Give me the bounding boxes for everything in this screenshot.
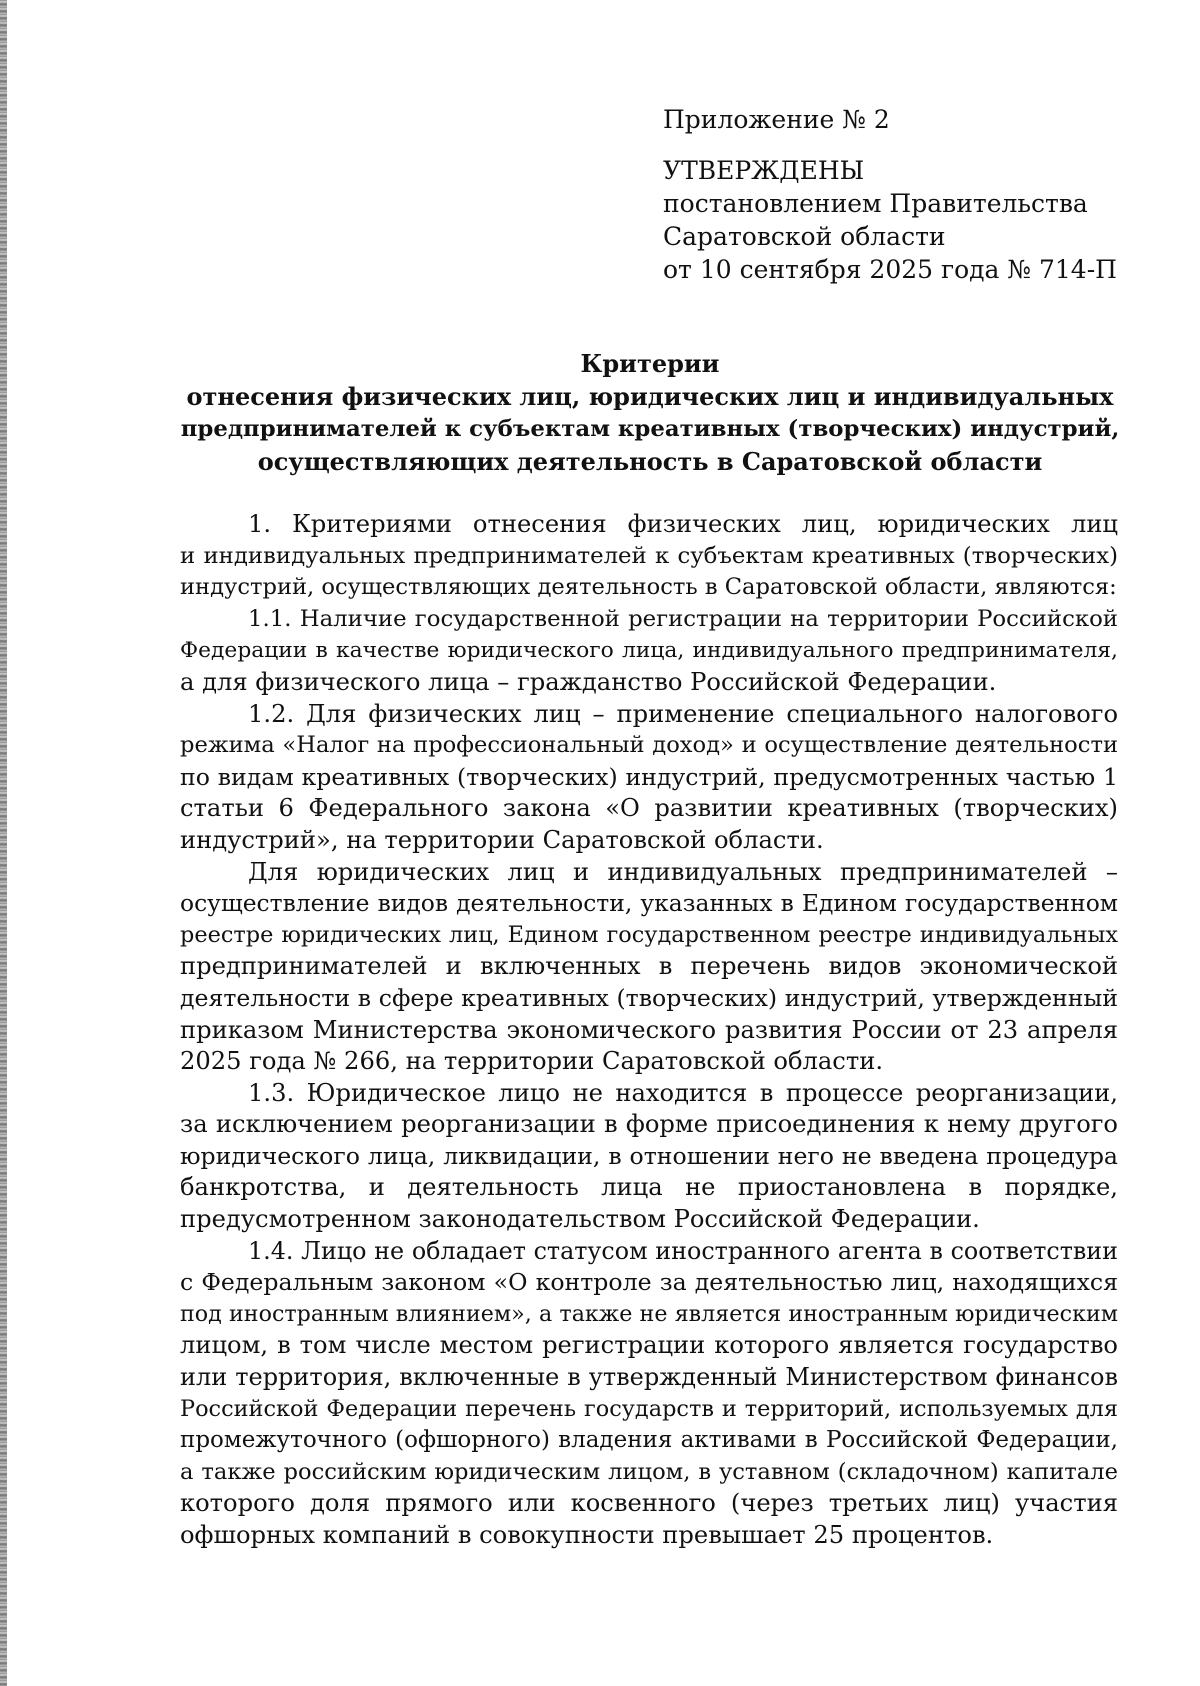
body-line: индустрий, осуществляющих деятельность в Саратовской области, являются: <box>180 574 1117 601</box>
annex-number: Приложение № 2 <box>663 105 890 134</box>
body-line: или территория, включенные в утвержденный Министерством финансов <box>180 1363 1118 1392</box>
body-line: которого доля прямого или косвенного (через третьих лиц) участия <box>180 1489 1118 1518</box>
title-line: отнесения физических лиц, юридических лиц и индивидуальных <box>186 381 1114 411</box>
body-line: по видам креативных (творческих) индустрий, предусмотренных частью 1 <box>180 762 1118 791</box>
body-line: Для юридических лиц и индивидуальных предпринимателей – <box>248 857 1118 886</box>
body-line: а для физического лица – гражданство Российской Федерации. <box>180 667 997 696</box>
body-line: офшорных компаний в совокупности превышает 25 процентов. <box>180 1521 994 1549</box>
document-title <box>180 348 1120 478</box>
title-line: осуществляющих деятельность в Саратовской области <box>257 446 1043 476</box>
body-line: предпринимателей и включенных в перечень видов экономической <box>180 952 1118 981</box>
body-line: под иностранным влиянием», а также не является иностранным юридическим <box>180 1300 1118 1327</box>
approval-block <box>663 103 1183 286</box>
body-line: Федерации в качестве юридического лица, индивидуального предпринимателя, <box>180 638 1118 664</box>
title-line: предпринимателей к субъектам креативных (творческих) индустрий, <box>180 416 1120 442</box>
approval-date: от 10 сентября 2025 года № 714-П <box>663 255 1117 284</box>
body-line: режима «Налог на профессиональный доход» и осуществление деятельности <box>180 732 1118 759</box>
body-line: деятельности в сфере креативных (творческих) индустрий, утвержденный <box>180 983 1118 1012</box>
body-line: 1.3. Юридическое лицо не находится в процессе реорганизации, <box>248 1078 1118 1107</box>
approval-line: Саратовской области <box>663 222 946 251</box>
body-line: Российской Федерации перечень государств и территорий, используемых для <box>180 1395 1118 1422</box>
body-line: реестре юридических лиц, Едином государственном реестре индивидуальных <box>180 921 1118 948</box>
body-line: промежуточного (офшорного) владения активами в Российской Федерации, <box>180 1427 1118 1454</box>
body-line: 1.1. Наличие государственной регистрации на территории Российской <box>248 605 1118 632</box>
body-line: за исключением реорганизации в форме присоединения к нему другого <box>180 1110 1118 1139</box>
body-line: 1.4. Лицо не обладает статусом иностранного агента в соответствии <box>248 1236 1118 1265</box>
body-line: лицом, в том числе местом регистрации которого является государство <box>180 1331 1118 1360</box>
body-line: предусмотренном законодательством Российской Федерации. <box>180 1205 980 1234</box>
body-line: юридического лица, ликвидации, в отношении него не введена процедура <box>180 1141 1118 1170</box>
body-line: индустрий», на территории Саратовской области. <box>180 825 824 854</box>
body-line: 2025 года № 266, на территории Саратовской области. <box>180 1047 884 1076</box>
title-line: Критерии <box>580 349 720 378</box>
document-body <box>180 509 1118 1552</box>
body-line: и индивидуальных предпринимателей к субъектам креативных (творческих) <box>180 542 1118 569</box>
body-line: осуществление видов деятельности, указанных в Едином государственном <box>180 889 1118 918</box>
body-line: статьи 6 Федерального закона «О развитии креативных (творческих) <box>180 794 1118 823</box>
approval-line: постановлением Правительства <box>663 189 1088 218</box>
approved-heading: УТВЕРЖДЕНЫ <box>663 156 865 185</box>
scan-edge <box>0 0 7 1686</box>
body-line: банкротства, и деятельность лица не приостановлена в порядке, <box>180 1173 1118 1202</box>
body-line: приказом Министерства экономического развития России от 23 апреля <box>180 1015 1118 1044</box>
body-line: а также российским юридическим лицом, в уставном (складочном) капитале <box>180 1458 1118 1485</box>
body-line: 1.2. Для физических лиц – применение специального налогового <box>248 699 1118 728</box>
body-line: с Федеральным законом «О контроле за деятельностью лиц, находящихся <box>180 1268 1118 1297</box>
body-line: 1. Критериями отнесения физических лиц, юридических лиц <box>248 510 1118 538</box>
